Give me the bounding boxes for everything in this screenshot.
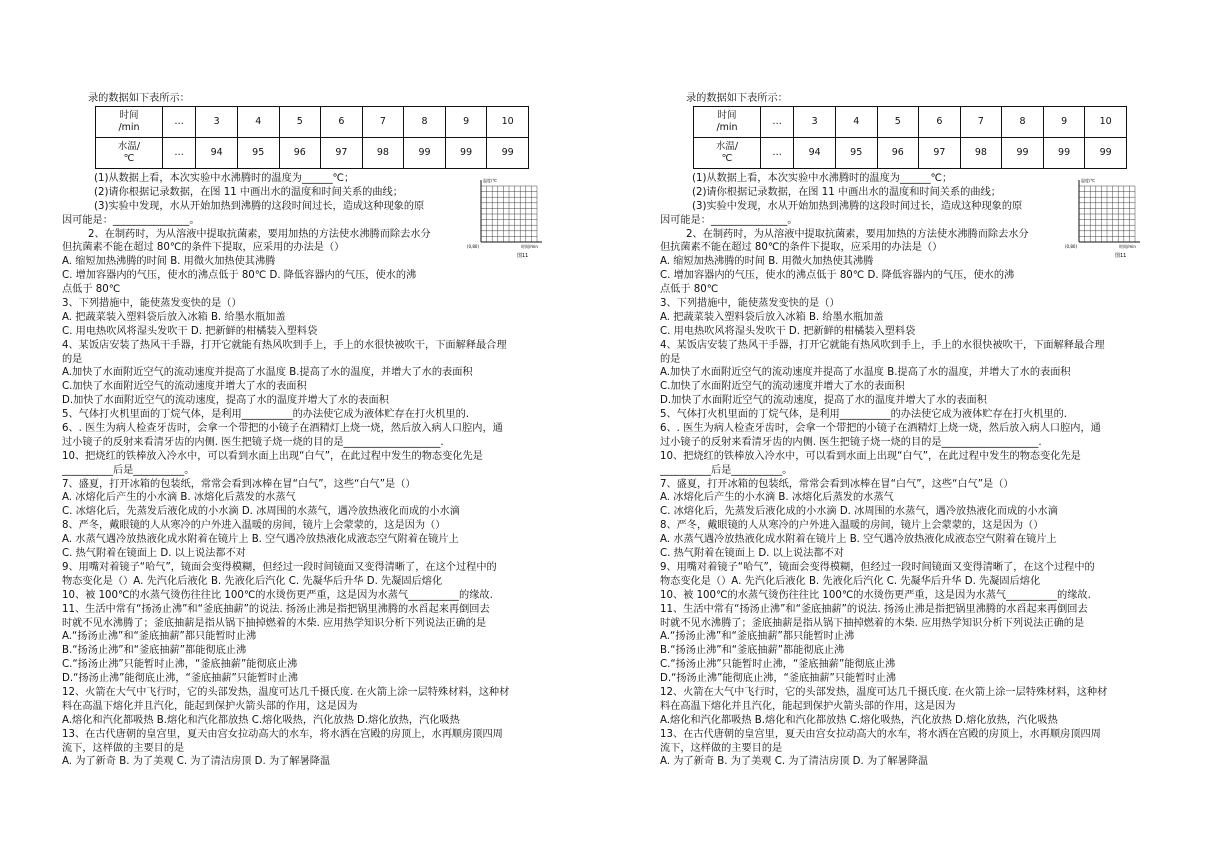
question-line-q10a-b: __________后是__________。: [660, 464, 793, 476]
question-line-q12: 12、火箭在大气中飞行时，它的头部发热，温度可达几千摄氏度. 在火箭上涂一层特殊材料，这种材: [660, 686, 1108, 698]
question-line-q4: 4、某饭店安装了热风干手器，打开它就能有热风吹到手上，手上的水很快被吹干，下面解释最合理: [660, 339, 1105, 351]
question-line-q11: 11、生活中常有“扬汤止沸”和“釜底抽薪”的说法. 扬汤止沸是指把锅里沸腾的水舀起来再倒回去: [62, 603, 490, 615]
table-cell: 3: [794, 107, 836, 138]
table-cell: 96: [279, 138, 321, 169]
table-cell: 99: [487, 138, 529, 169]
table-cell: 94: [794, 138, 836, 169]
table-cell: …: [761, 138, 794, 169]
question-line-q3-ab: A. 把蔬菜装入塑料袋后放入冰箱 B. 给墨水瓶加盖: [660, 311, 884, 323]
question-line-q9b: 物态变化是（）A. 先汽化后液化 B. 先液化后汽化 C. 先凝华后升华 D. 先凝固后熔化: [660, 575, 1041, 587]
question-line-q7-ab: A. 冰熔化后产生的小水滴 B. 冰熔化后蒸发的水蒸气: [62, 492, 296, 504]
question-line-q6b: 过小镜子的反射来看清牙齿的内侧. 医生把镜子烧一烧的目的是___________________.: [62, 436, 444, 448]
question-line-q12-opts: A.熔化和汽化都吸热 B.熔化和汽化都放热 C.熔化吸热，汽化放热 D.熔化放热，汽化吸热: [660, 714, 1058, 726]
question-line-q6: 6、. 医生为病人检查牙齿时，会拿一个带把的小镜子在酒精灯上烧一烧，然后放入病人口腔内，通: [660, 423, 1101, 435]
temperature-time-grid: [467, 178, 543, 260]
question-line-q2b: 但抗菌素不能在超过 80℃的条件下提取，应采用的办法是（）: [62, 242, 345, 254]
graph-y-label: 温度/℃: [1081, 178, 1095, 183]
table-cell: 9: [445, 107, 487, 138]
question-line-q8-ab: A. 水蒸气遇冷放热液化成水附着在镜片上 B. 空气遇冷放热液化成液态空气附着在镜片上: [62, 534, 459, 546]
question-line-q2: 2、在制药时，为从溶液中提取抗菌素，要用加热的方法使水沸腾而除去水分: [686, 228, 1029, 240]
graph-x-label: 时间/min: [1119, 244, 1136, 249]
table-cell: 99: [445, 138, 487, 169]
table-cell: 99: [1085, 138, 1127, 169]
table-cell: 99: [1002, 138, 1044, 169]
table-cell: 6: [919, 107, 961, 138]
question-line-q3-cd: C. 用电热吹风将湿头发吹干 D. 把新鲜的柑橘装入塑料袋: [660, 325, 916, 337]
question-line-q3-ab: A. 把蔬菜装入塑料袋后放入冰箱 B. 给墨水瓶加盖: [62, 311, 286, 323]
table-cell: …: [761, 107, 794, 138]
graph-y-label: 温度/℃: [483, 178, 497, 183]
question-line-q7-cd: C. 冰熔化后，先蒸发后液化成的小水滴 D. 冰周围的水蒸气，遇冷放热液化而成的小水滴: [660, 506, 1058, 518]
question-line-q6b: 过小镜子的反射来看清牙齿的内侧. 医生把镜子烧一烧的目的是___________________.: [660, 436, 1042, 448]
table-cell: 4: [835, 107, 877, 138]
right-page: [660, 92, 1142, 769]
question-line-q10a: 10、把烧红的铁棒放入冷水中，可以看到水面上出现“白气”，在此过程中发生的物态变化先是: [62, 450, 483, 462]
table-cell: 97: [919, 138, 961, 169]
question-line-q12b: 料在高温下熔化并且汽化，能起到保护火箭头部的作用，这是因为: [62, 700, 358, 712]
question-line-q1-2: (2)请你根据记录数据，在图 11 中画出水的温度和时间关系的曲线；: [94, 186, 403, 198]
question-line-q13: 13、在古代唐朝的皇宫里，夏天由宫女拉动高大的水车，将水洒在宫殿的房顶上，水再顺房顶四周: [62, 728, 503, 740]
question-line-q4-c: C.加快了水面附近空气的流动速度并增大了水的表面积: [660, 381, 905, 393]
question-line-q1-2: (2)请你根据记录数据，在图 11 中画出水的温度和时间关系的曲线；: [692, 186, 1001, 198]
table-cell: 99: [404, 138, 446, 169]
question-line-q8-cd: C. 热气附着在镜面上 D. 以上说法都不对: [660, 548, 844, 560]
question-line-q8: 8、严冬，戴眼镜的人从寒冷的户外进入温暖的房间，镜片上会蒙蒙的，这是因为（）: [62, 520, 446, 532]
question-line-q13b: 流下，这样做的主要目的是: [660, 742, 783, 754]
table-cell: 6: [321, 107, 363, 138]
question-line-q6: 6、. 医生为病人检查牙齿时，会拿一个带把的小镜子在酒精灯上烧一烧，然后放入病人口腔内，通: [62, 423, 503, 435]
question-line-q4b: 的是: [660, 353, 681, 365]
data-table: [693, 106, 1127, 169]
question-line-q7-ab: A. 冰熔化后产生的小水滴 B. 冰熔化后蒸发的水蒸气: [660, 492, 894, 504]
question-line-q11-d: D.“扬汤止沸”能彻底止沸，“釜底抽薪”只能暂时止沸: [62, 673, 298, 685]
question-line-q10: 10、被 100℃的水蒸气烫伤往往比 100℃的水烫伤更严重，这是因为水蒸气__________的缘故.: [660, 589, 1091, 601]
table-cell: 96: [877, 138, 919, 169]
question-line-q11-a: A.“扬汤止沸”和“釜底抽薪”都只能暂时止沸: [62, 631, 257, 643]
question-line-q8-ab: A. 水蒸气遇冷放热液化成水附着在镜片上 B. 空气遇冷放热液化成液态空气附着在镜片上: [660, 534, 1057, 546]
question-line-q5: 5、气体打火机里面的丁烷气体，是利用__________的办法使它成为液体贮存在打火机里的.: [660, 409, 1068, 421]
table-row: [96, 107, 529, 138]
table-row: [96, 138, 529, 169]
table-cell: 99: [1043, 138, 1085, 169]
table-intro: 录的数据如下表所示：: [686, 93, 788, 104]
table-header-cell: 时间 /min: [96, 107, 163, 138]
question-line-q2-cd: C. 增加容器内的气压，使水的沸点低于 80℃ D. 降低容器内的气压，使水的沸: [62, 270, 417, 282]
table-cell: 97: [321, 138, 363, 169]
question-line-q11b: 时就不见水沸腾了；釜底抽薪是指从锅下抽掉燃着的木柴. 应用热学知识分析下列说法正确的是: [660, 617, 1085, 629]
question-line-q2: 2、在制药时，为从溶液中提取抗菌素，要用加热的方法使水沸腾而除去水分: [88, 228, 431, 240]
question-line-q8-cd: C. 热气附着在镜面上 D. 以上说法都不对: [62, 548, 246, 560]
table-cell: 10: [487, 107, 529, 138]
table-cell: 8: [404, 107, 446, 138]
table-cell: 10: [1085, 107, 1127, 138]
question-line-q3-cd: C. 用电热吹风将湿头发吹干 D. 把新鲜的柑橘装入塑料袋: [62, 325, 318, 337]
table-cell: 4: [237, 107, 279, 138]
table-cell: 7: [960, 107, 1002, 138]
question-line-q1-1: (1)从数据上看，本次实验中水沸腾时的温度为______℃；: [692, 173, 953, 184]
graph-origin-label: (0,80): [1065, 244, 1078, 249]
question-line-q11-a: A.“扬汤止沸”和“釜底抽薪”都只能暂时止沸: [660, 631, 855, 643]
question-line-q2-ab: A. 缩短加热沸腾的时间 B. 用微火加热使其沸腾: [62, 256, 276, 268]
question-block: [62, 172, 544, 769]
table-cell: 5: [877, 107, 919, 138]
question-line-q1-1: (1)从数据上看，本次实验中水沸腾时的温度为______℃；: [94, 173, 355, 184]
data-table: [95, 106, 529, 169]
question-line-q8: 8、严冬，戴眼镜的人从寒冷的户外进入温暖的房间，镜片上会蒙蒙的，这是因为（）: [660, 520, 1044, 532]
question-line-q11-c: C.“扬汤止沸”只能暂时止沸，“釜底抽薪”能彻底止沸: [660, 659, 896, 671]
table-header-cell: 水温/ ℃: [694, 138, 761, 169]
question-line-q1-3: (3)实验中发现，水从开始加热到沸腾的这段时间过长，造成这种现象的原: [94, 200, 425, 212]
question-line-q3: 3、下列措施中，能使蒸发变快的是（）: [660, 298, 840, 310]
table-cell: 94: [196, 138, 238, 169]
table-cell: …: [163, 138, 196, 169]
question-block: [660, 172, 1142, 769]
question-line-q13-opts: A. 为了新奇 B. 为了美观 C. 为了清洁房顶 D. 为了解暑降温: [62, 756, 331, 768]
question-line-q10: 10、被 100℃的水蒸气烫伤往往比 100℃的水烫伤更严重，这是因为水蒸气__________的缘故.: [62, 589, 493, 601]
question-line-q2-cd: C. 增加容器内的气压，使水的沸点低于 80℃ D. 降低容器内的气压，使水的沸: [660, 270, 1015, 282]
table-cell: 98: [960, 138, 1002, 169]
table-header-cell: 水温/ ℃: [96, 138, 163, 169]
question-line-q7-cd: C. 冰熔化后，先蒸发后液化成的小水滴 D. 冰周围的水蒸气，遇冷放热液化而成的小水滴: [62, 506, 460, 518]
question-line-q2b: 但抗菌素不能在超过 80℃的条件下提取，应采用的办法是（）: [660, 242, 943, 254]
question-line-q12b: 料在高温下熔化并且汽化，能起到保护火箭头部的作用，这是因为: [660, 700, 956, 712]
figure-caption: 图11: [517, 253, 529, 259]
table-intro: 录的数据如下表所示：: [88, 93, 190, 104]
table-cell: …: [163, 107, 196, 138]
temperature-time-grid: [1065, 178, 1141, 260]
question-line-q13b: 流下，这样做的主要目的是: [62, 742, 185, 754]
question-line-q10a-b: __________后是__________。: [62, 464, 195, 476]
question-line-q11: 11、生活中常有“扬汤止沸”和“釜底抽薪”的说法. 扬汤止沸是指把锅里沸腾的水舀起来再倒回去: [660, 603, 1088, 615]
question-line-q11-c: C.“扬汤止沸”只能暂时止沸，“釜底抽薪”能彻底止沸: [62, 659, 298, 671]
question-line-q4-ab: A.加快了水面附近空气的流动速度并提高了水温度 B.提高了水的温度，并增大了水的表面积: [62, 367, 473, 379]
question-line-q11-d: D.“扬汤止沸”能彻底止沸，“釜底抽薪”只能暂时止沸: [660, 673, 896, 685]
left-page: [62, 92, 544, 769]
question-line-q5: 5、气体打火机里面的丁烷气体，是利用__________的办法使它成为液体贮存在打火机里的.: [62, 409, 470, 421]
question-line-q4-ab: A.加快了水面附近空气的流动速度并提高了水温度 B.提高了水的温度，并增大了水的表面积: [660, 367, 1071, 379]
question-line-q11-b: B.“扬汤止沸”和“釜底抽薪”都能彻底止沸: [62, 645, 247, 657]
question-line-q9b: 物态变化是（）A. 先汽化后液化 B. 先液化后汽化 C. 先凝华后升华 D. 先凝固后熔化: [62, 575, 443, 587]
question-line-q4: 4、某饭店安装了热风干手器，打开它就能有热风吹到手上，手上的水很快被吹干，下面解释最合理: [62, 339, 507, 351]
graph-origin-label: (0,80): [467, 244, 480, 249]
question-line-q12: 12、火箭在大气中飞行时，它的头部发热，温度可达几千摄氏度. 在火箭上涂一层特殊材料，这种材: [62, 686, 510, 698]
figure-caption: 图11: [1115, 253, 1127, 259]
question-line-q11-b: B.“扬汤止沸”和“釜底抽薪”都能彻底止沸: [660, 645, 845, 657]
question-line-q2-cd2: 点低于 80℃: [62, 284, 121, 296]
table-row: [694, 107, 1127, 138]
graph-x-label: 时间/min: [521, 244, 538, 249]
question-line-q4b: 的是: [62, 353, 83, 365]
table-header-cell: 时间 /min: [694, 107, 761, 138]
question-line-q13-opts: A. 为了新奇 B. 为了美观 C. 为了清洁房顶 D. 为了解暑降温: [660, 756, 929, 768]
question-line-q2-ab: A. 缩短加热沸腾的时间 B. 用微火加热使其沸腾: [660, 256, 874, 268]
question-line-q4-d: D.加快了水面附近空气的流动速度，提高了水的温度并增大了水的表面积: [62, 395, 389, 407]
table-cell: 95: [237, 138, 279, 169]
table-cell: 9: [1043, 107, 1085, 138]
question-line-q4-c: C.加快了水面附近空气的流动速度并增大了水的表面积: [62, 381, 307, 393]
table-cell: 7: [362, 107, 404, 138]
question-line-q10a: 10、把烧红的铁棒放入冷水中，可以看到水面上出现“白气”，在此过程中发生的物态变化先是: [660, 450, 1081, 462]
question-line-q12-opts: A.熔化和汽化都吸热 B.熔化和汽化都放热 C.熔化吸热，汽化放热 D.熔化放热，汽化吸热: [62, 714, 460, 726]
table-cell: 8: [1002, 107, 1044, 138]
question-line-q3: 3、下列措施中，能使蒸发变快的是（）: [62, 298, 242, 310]
question-line-q2-cd2: 点低于 80℃: [660, 284, 719, 296]
question-line-q7: 7、盛夏，打开冰箱的包装纸，常常会看到冰棒在冒“白气”，这些“白气”是（）: [62, 478, 416, 490]
table-cell: 3: [196, 107, 238, 138]
question-line-q11b: 时就不见水沸腾了；釜底抽薪是指从锅下抽掉燃着的木柴. 应用热学知识分析下列说法正确的是: [62, 617, 487, 629]
question-line-q7: 7、盛夏，打开冰箱的包装纸，常常会看到冰棒在冒“白气”，这些“白气”是（）: [660, 478, 1014, 490]
table-cell: 5: [279, 107, 321, 138]
table-row: [694, 138, 1127, 169]
table-cell: 95: [835, 138, 877, 169]
question-line-q4-d: D.加快了水面附近空气的流动速度，提高了水的温度并增大了水的表面积: [660, 395, 987, 407]
question-line-q1-3b: 因可能是：_______________。: [660, 214, 798, 226]
question-line-q9: 9、用嘴对着镜子“哈气”，镜面会变得模糊，但经过一段时间镜面又变得清晰了，在这个过程中的: [62, 561, 497, 573]
question-line-q1-3: (3)实验中发现，水从开始加热到沸腾的这段时间过长，造成这种现象的原: [692, 200, 1023, 212]
question-line-q13: 13、在古代唐朝的皇宫里，夏天由宫女拉动高大的水车，将水洒在宫殿的房顶上，水再顺房顶四周: [660, 728, 1101, 740]
question-line-q1-3b: 因可能是：_______________。: [62, 214, 200, 226]
table-cell: 98: [362, 138, 404, 169]
question-line-q9: 9、用嘴对着镜子“哈气”，镜面会变得模糊，但经过一段时间镜面又变得清晰了，在这个过程中的: [660, 561, 1095, 573]
